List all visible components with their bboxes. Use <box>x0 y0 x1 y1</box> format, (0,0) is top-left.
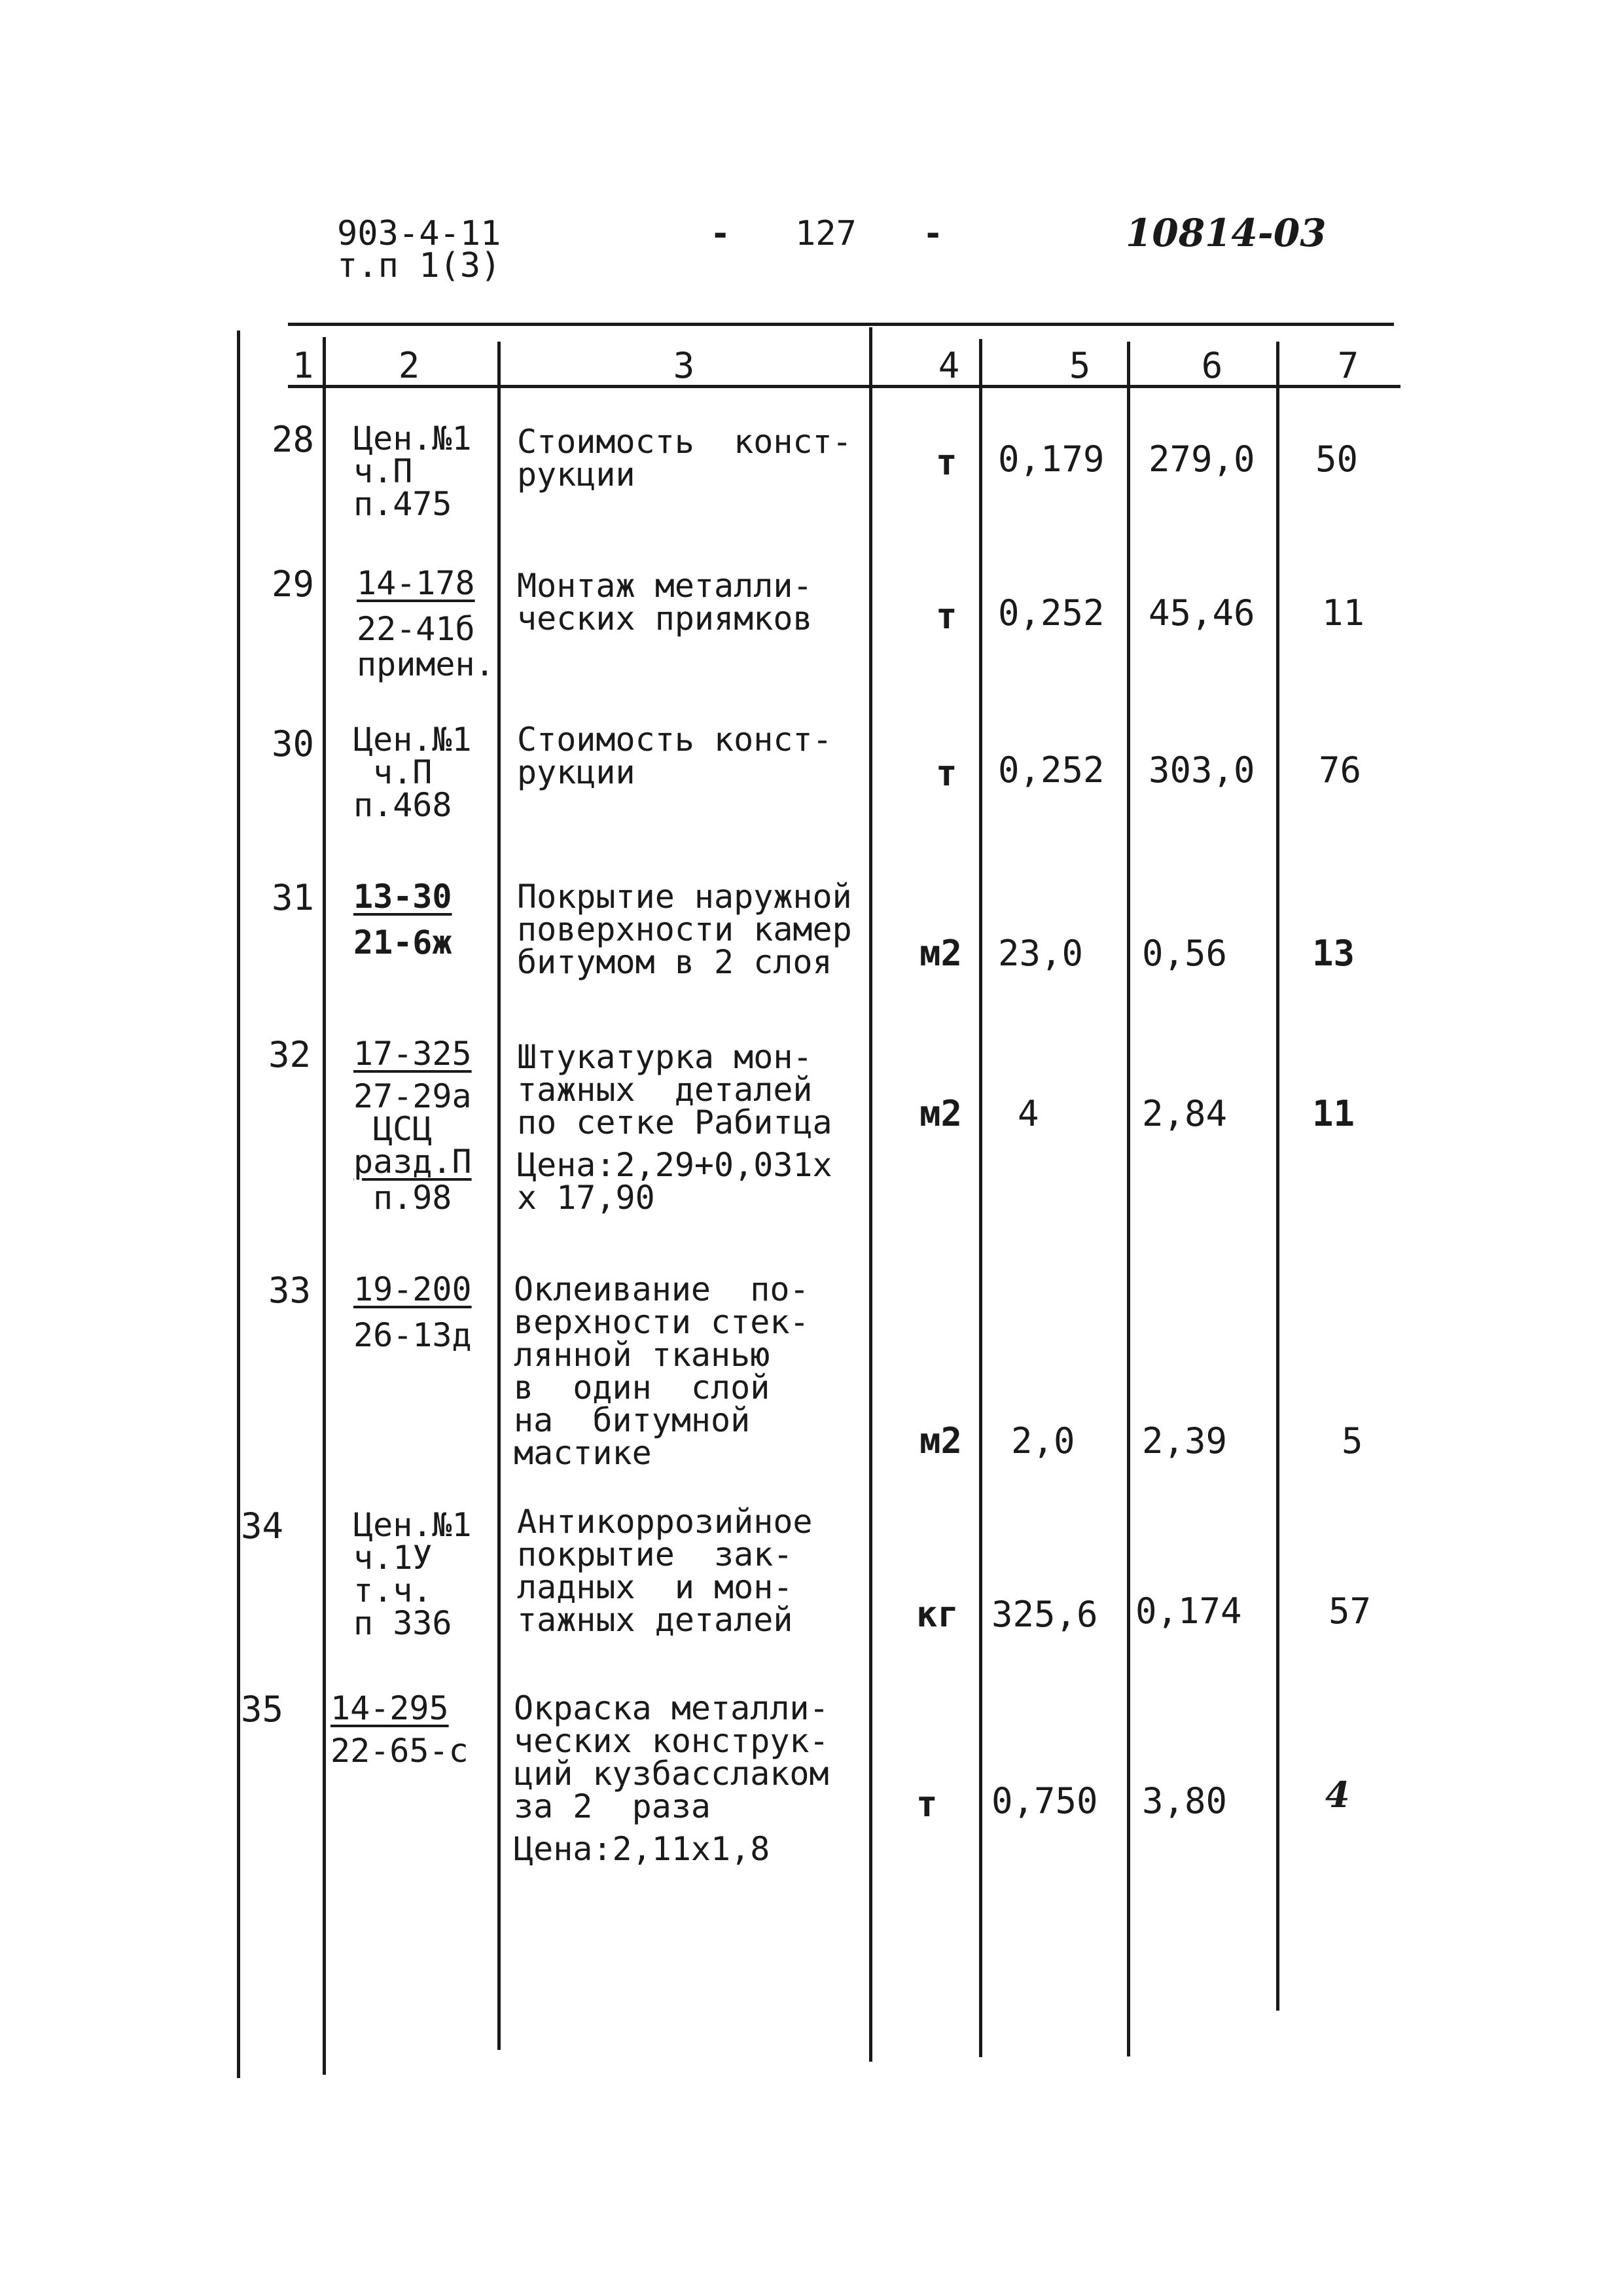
description-line: на битумной <box>514 1401 751 1439</box>
ref-line: Цен.№1 <box>353 1506 472 1544</box>
description-line: покрытие зак- <box>517 1535 793 1573</box>
ref-line: 13-30 <box>353 878 452 916</box>
col-header-3: 3 <box>673 345 695 386</box>
unit: т <box>936 442 957 483</box>
ref-line: п 336 <box>353 1604 452 1642</box>
ref-line: п.475 <box>353 485 452 523</box>
description-line: Стоимость конст- <box>517 423 852 461</box>
total: 11 <box>1322 592 1365 634</box>
quantity: 0,179 <box>998 439 1105 480</box>
row-number: 30 <box>272 723 315 764</box>
ref-line: ч.П <box>373 753 433 791</box>
description-line: Окраска металли- <box>514 1689 829 1727</box>
unit: т <box>936 753 957 794</box>
description-line: по сетке Рабитца <box>517 1103 832 1141</box>
col-header-1: 1 <box>292 345 314 386</box>
total: 13 <box>1312 933 1355 974</box>
quantity: 325,6 <box>991 1594 1098 1635</box>
ref-line: 22-65-с <box>330 1732 469 1770</box>
col-divider-2 <box>497 342 501 2050</box>
row-number: 34 <box>241 1505 284 1547</box>
total: 50 <box>1315 439 1359 480</box>
unit: м2 <box>919 933 963 974</box>
ref-line: ч.1У <box>353 1539 433 1577</box>
unit: м2 <box>919 1420 963 1462</box>
unit: т <box>916 1784 938 1825</box>
total: 76 <box>1319 749 1362 791</box>
ref-line: п.468 <box>353 786 452 824</box>
description-line: ческих приямков <box>517 600 813 637</box>
unit: кг <box>916 1594 959 1635</box>
unit: т <box>936 596 957 637</box>
description-line: Монтаж металли- <box>517 567 813 605</box>
col-header-4: 4 <box>938 345 960 386</box>
unit-price: 279,0 <box>1149 439 1255 480</box>
unit-price: 0,56 <box>1142 933 1228 974</box>
row-number: 32 <box>268 1034 312 1075</box>
quantity: 2,0 <box>1011 1420 1075 1462</box>
unit-price: 3,80 <box>1142 1780 1228 1821</box>
description-line: Оклеивание по- <box>514 1270 810 1308</box>
col-divider-4 <box>979 339 982 2057</box>
quantity: 0,252 <box>998 749 1105 791</box>
description-line: поверхности камер <box>517 910 852 948</box>
unit-price: 2,84 <box>1142 1093 1228 1134</box>
header-rule <box>288 385 1400 388</box>
ref-line: 14-178 <box>357 564 475 602</box>
ref-line: Цен.№1 <box>353 721 472 759</box>
description-line: верхности стек- <box>514 1303 810 1341</box>
description-line: Антикоррозийное <box>517 1503 813 1541</box>
quantity: 0,750 <box>991 1780 1098 1821</box>
price-formula-line: Цена:2,29+0,031х <box>517 1146 832 1184</box>
page-dash-left: - <box>710 214 731 253</box>
row-number: 28 <box>272 419 315 460</box>
col-divider-5 <box>1127 342 1130 2056</box>
page-number: 127 <box>795 214 857 253</box>
ref-line: 21-6ж <box>353 924 452 961</box>
description-line: ческих конструк- <box>514 1722 829 1760</box>
table-top-rule <box>288 323 1394 326</box>
col-header-5: 5 <box>1069 345 1091 386</box>
description-line: за 2 раза <box>514 1787 711 1825</box>
col-header-7: 7 <box>1337 345 1359 386</box>
unit-price: 303,0 <box>1149 749 1255 791</box>
ref-line: Цен.№1 <box>353 420 472 457</box>
ref-line: ч.П <box>353 452 413 490</box>
col-divider-3 <box>869 327 872 2062</box>
doc-part: т.п 1(3) <box>337 246 501 285</box>
description-line: лянной тканью <box>514 1336 770 1374</box>
total: 4 <box>1325 1774 1350 1816</box>
description-line: рукции <box>517 753 635 791</box>
description-line: рукции <box>517 456 635 493</box>
ref-line: 22-41б <box>357 610 475 648</box>
description-line: Покрытие наружной <box>517 878 852 916</box>
ref-line: 17-325 <box>353 1035 472 1073</box>
left-margin-rule <box>237 331 240 2078</box>
col-header-2: 2 <box>398 345 420 386</box>
row-number: 31 <box>272 877 315 918</box>
description-line: в один слой <box>514 1369 770 1407</box>
handwritten-ref: 10814-03 <box>1126 211 1327 255</box>
total: 5 <box>1342 1420 1363 1462</box>
description-line: ций кузбасслаком <box>514 1755 829 1793</box>
ref-line: 27-29а <box>353 1077 472 1115</box>
row-number: 29 <box>272 564 315 605</box>
unit-price: 45,46 <box>1149 592 1255 634</box>
ref-line: 19-200 <box>353 1270 472 1308</box>
ref-line: разд.П <box>353 1143 472 1181</box>
ref-line: 14-295 <box>330 1689 449 1727</box>
description-line: ладных и мон- <box>517 1568 793 1606</box>
description-line: битумом в 2 слоя <box>517 943 832 981</box>
quantity: 0,252 <box>998 592 1105 634</box>
description-line: мастике <box>514 1434 652 1472</box>
total: 11 <box>1312 1093 1355 1134</box>
row-number: 35 <box>241 1689 284 1730</box>
unit: м2 <box>919 1093 963 1134</box>
quantity: 23,0 <box>998 933 1084 974</box>
ref-line: ЦСЦ <box>373 1110 433 1148</box>
row-number: 33 <box>268 1270 312 1311</box>
unit-price: 2,39 <box>1142 1420 1228 1462</box>
ref-line: примен. <box>357 645 495 683</box>
description-line: тажных деталей <box>517 1071 813 1109</box>
price-formula-line: Цена:2,11х1,8 <box>514 1830 770 1868</box>
unit-price: 0,174 <box>1135 1590 1242 1632</box>
description-line: Стоимость конст- <box>517 721 832 759</box>
doc-code: 903-4-11 <box>337 214 501 253</box>
quantity: 4 <box>1018 1093 1039 1134</box>
col-divider-6 <box>1276 342 1279 2011</box>
page-dash-right: - <box>923 214 944 253</box>
total: 57 <box>1329 1590 1372 1632</box>
col-divider-1 <box>323 337 326 2075</box>
ref-line: п.98 <box>373 1179 452 1217</box>
description-line: Штукатурка мон- <box>517 1038 813 1076</box>
ref-line: т.ч. <box>353 1571 433 1609</box>
ref-line: 26-13д <box>353 1316 472 1354</box>
col-header-6: 6 <box>1201 345 1223 386</box>
price-formula-line: х 17,90 <box>517 1179 655 1217</box>
description-line: тажных деталей <box>517 1601 793 1639</box>
